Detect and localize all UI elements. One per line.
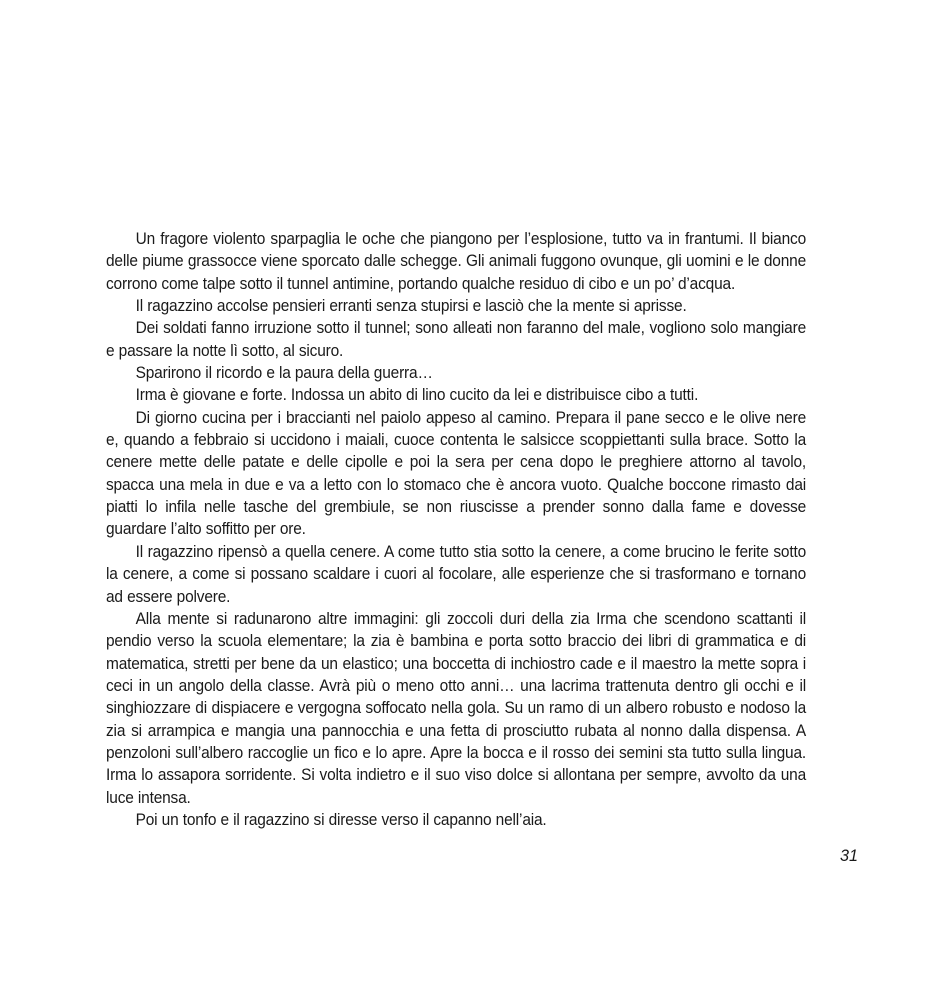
paragraph: Il ragazzino ripensò a quella cenere. A come tutto stia sotto la cenere, a come brucino le ferite sotto la cenere, a come si possano scaldare i cuori al focolare, alle esperienze che si trasformano e tornano ad essere polvere. xyxy=(106,542,807,606)
page-number: 31 xyxy=(839,847,858,865)
paragraph: Sparirono il ricordo e la paura della guerra… xyxy=(135,364,433,383)
paragraph: Poi un tonfo e il ragazzino si diresse verso il capanno nell’aia. xyxy=(135,810,547,829)
paragraph: Irma è giovane e forte. Indossa un abito di lino cucito da lei e distribuisce cibo a tutti. xyxy=(135,386,699,405)
paragraph: Di giorno cucina per i braccianti nel paiolo appeso al camino. Prepara il pane secco e le olive nere e, quando a febbraio si uccidono i maiali, cuoce contenta le salsicce scoppiettanti sulla brace. Sotto la cenere mette delle patate e delle cipolle e poi la sera per cena dopo le preghiere attorno al tavolo, spacca una mela in due e va a letto con lo stomaco che è ancora vuoto. Qualche boccone rimasto dai piatti lo infila nelle tasche del grembiule, se non riuscisse a prender sonno dalla fame e dovesse guardare l’alto soffitto per ore. xyxy=(106,408,807,539)
body-text-block xyxy=(106,228,839,831)
paragraph: Dei soldati fanno irruzione sotto il tunnel; sono alleati non faranno del male, vogliono solo mangiare e passare la notte lì sotto, al sicuro. xyxy=(106,319,807,360)
paragraph: Il ragazzino accolse pensieri erranti senza stupirsi e lasciò che la mente si aprisse. xyxy=(135,297,687,316)
paragraph: Alla mente si radunarono altre immagini: gli zoccoli duri della zia Irma che scendono scattanti il pendio verso la scuola elementare; la zia è bambina e porta sotto braccio dei libri di grammatica e di matematica, stretti per bene da un elastico; una boccetta di inchiostro cade e il maestro la mette sopra i ceci in un angolo della classe. Avrà più o meno otto anni… una lacrima trattenuta dentro gli occhi e il singhiozzare di dispiacere e vergogna soffocato nella gola. Su un ramo di un albero robusto e nodoso la zia si arrampica e mangia una pannocchia e una fetta di prosciutto rubata al nonno dalla dispensa. A penzoloni sull’albero raccoglie un fico e lo apre. Apre la bocca e il rosso dei semini sta tutto sulla lingua. Irma lo assapora sorridente. Si volta indietro e il suo viso dolce si allontana per sempre, avvolto da una luce intensa. xyxy=(106,609,807,807)
paragraph: Un fragore violento sparpaglia le oche che piangono per l’esplosione, tutto va in frantumi. Il bianco delle piume grassocce viene sporcato dalle schegge. Gli animali fuggono ovunque, gli uomini e le donne corrono come talpe sotto il tunnel antimine, portando qualche residuo di cibo e un po’ d’acqua. xyxy=(106,230,807,293)
